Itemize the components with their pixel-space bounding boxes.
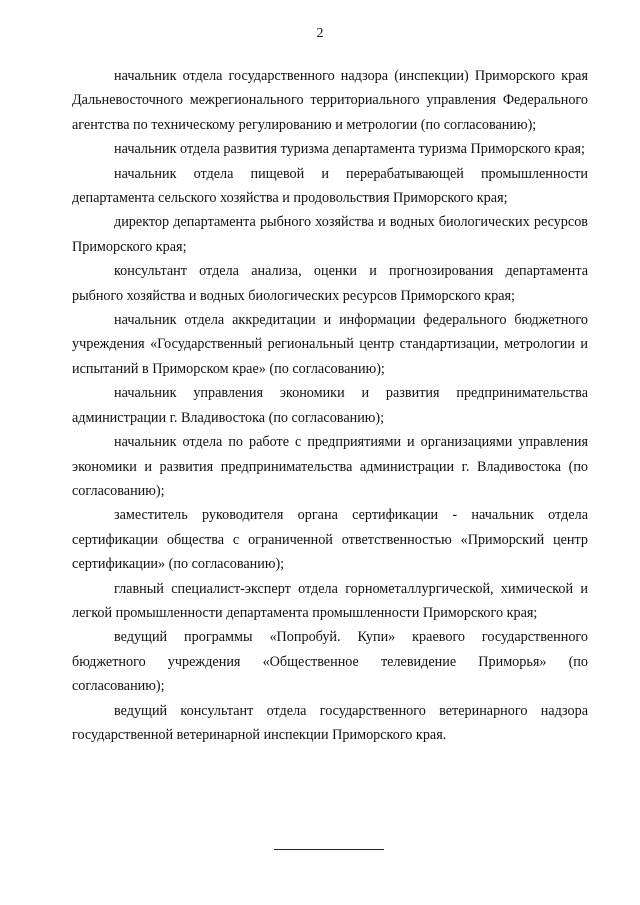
paragraph-5: консультант отдела анализа, оценки и прогнозирования департамента рыбного хозяйства и водных биологических ресурсов Приморского края; bbox=[72, 263, 588, 304]
paragraph-4: директор департамента рыбного хозяйства и водных биологических ресурсов Приморского края; bbox=[72, 214, 588, 255]
paragraph-11: ведущий программы «Попробуй. Купи» краевого государственного бюджетного учреждения «Общественное телевидение Приморья» (по согласованию); bbox=[72, 629, 588, 695]
paragraph-8: начальник отдела по работе с предприятиями и организациями управления экономики и развития предпринимательства администрации г. Владивостока (по согласованию); bbox=[72, 434, 588, 499]
paragraph-9: заместитель руководителя органа сертификации - начальник отдела сертификации общества с ограниченной ответственностью «Приморский центр сертификации» (по согласованию); bbox=[72, 507, 588, 573]
paragraph-1: начальник отдела государственного надзора (инспекции) Приморского края Дальневосточного межрегионального территориального управления Федерального агентства по техническому регулированию и метрологии (по согласованию); bbox=[72, 68, 588, 133]
closing-rule bbox=[274, 849, 384, 850]
paragraph-12: ведущий консультант отдела государственного ветеринарного надзора государственной ветеринарной инспекции Приморского края. bbox=[72, 702, 588, 743]
document-body bbox=[72, 64, 588, 747]
paragraph-3: начальник отдела пищевой и перерабатывающей промышленности департамента сельского хозяйства и продовольствия Приморского края; bbox=[72, 165, 588, 207]
paragraph-2: начальник отдела развития туризма департамента туризма Приморского края; bbox=[114, 141, 585, 158]
paragraph-7: начальник управления экономики и развития предпринимательства администрации г. Владивостока (по согласованию); bbox=[72, 385, 588, 426]
paragraph-10: главный специалист-эксперт отдела горнометаллургической, химической и легкой промышленности департамента промышленности Приморского края; bbox=[72, 580, 588, 621]
paragraph-6: начальник отдела аккредитации и информации федерального бюджетного учреждения «Государственный региональный центр стандартизации, метрологии и испытаний в Приморском крае» (по согласованию); bbox=[72, 312, 588, 377]
page-number: 2 bbox=[316, 26, 324, 41]
